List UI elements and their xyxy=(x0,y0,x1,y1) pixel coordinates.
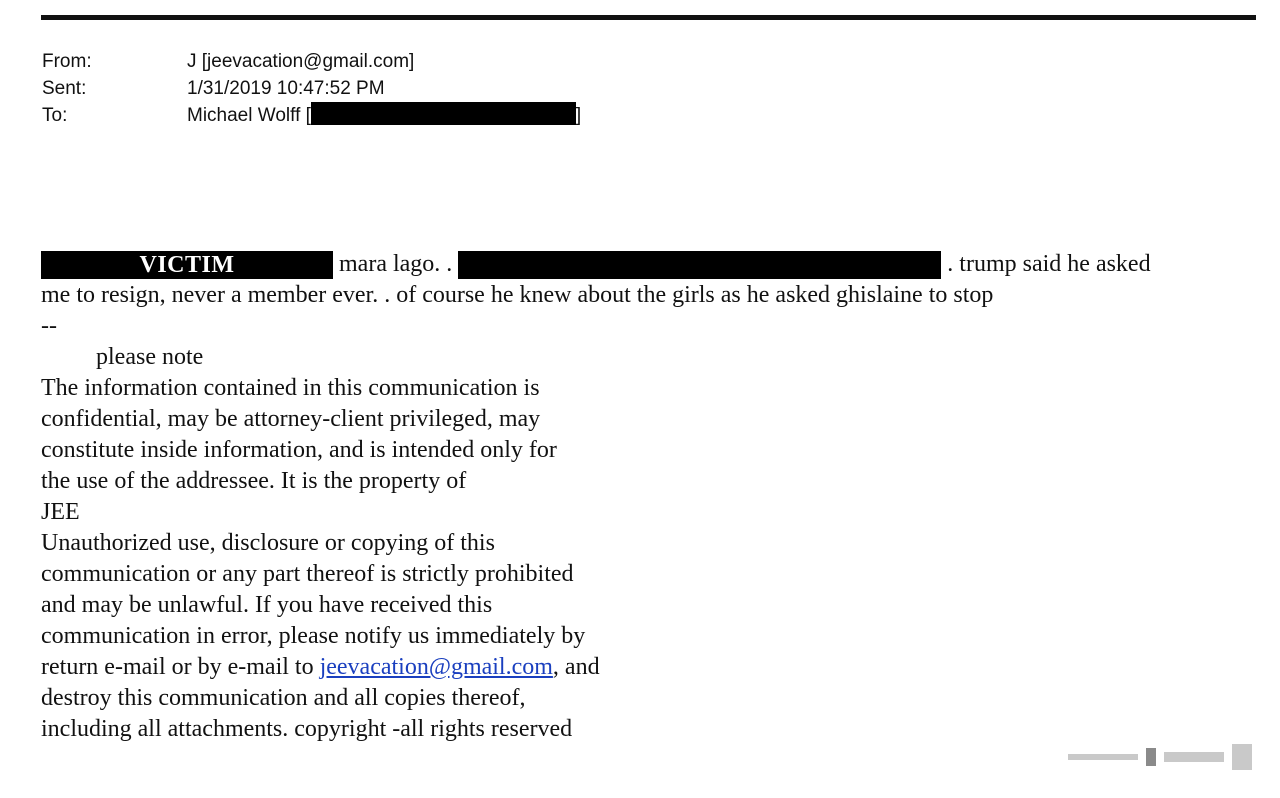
to-name: Michael Wolff [ xyxy=(187,105,311,126)
disclaimer-line-2: confidential, may be attorney-client privileged, may xyxy=(41,406,541,432)
body-line-2: me to resign, never a member ever. . of course he knew about the girls as he asked ghislaine to stop xyxy=(41,282,994,308)
disclaimer-line-12: including all attachments. copyright -all rights reserved xyxy=(41,716,573,742)
redaction-block xyxy=(458,251,941,279)
disclaimer-line-3: constitute inside information, and is intended only for xyxy=(41,437,557,463)
disclaimer-line-10-text-a: return e-mail or by e-mail to xyxy=(41,654,320,680)
to-close-bracket: ] xyxy=(575,105,582,126)
body-line-1-text-a: mara lago. . xyxy=(333,251,453,277)
disclaimer-line-8: and may be unlawful. If you have received this xyxy=(41,592,493,618)
to-label: To: xyxy=(42,105,68,126)
body-line-1 xyxy=(41,249,1151,280)
victim-redaction: VICTIM xyxy=(41,251,333,279)
disclaimer-line-10-text-b: , and xyxy=(552,654,600,680)
disclaimer-line-4: the use of the addressee. It is the property of xyxy=(41,468,467,494)
disclaimer-line-9: communication in error, please notify us immediately by xyxy=(41,623,586,649)
sent-label: Sent: xyxy=(42,78,87,99)
to-value xyxy=(187,102,581,129)
from-value: J [jeevacation@gmail.com] xyxy=(187,51,415,72)
top-rule xyxy=(41,15,1256,20)
sent-value: 1/31/2019 10:47:52 PM xyxy=(187,78,385,99)
email-body xyxy=(41,249,1151,745)
email-link[interactable]: jeevacation@gmail.com xyxy=(319,654,553,680)
signature-separator: -- xyxy=(41,313,57,339)
body-line-1-text-b: . trump said he asked xyxy=(947,251,1151,277)
disclaimer-line-7: communication or any part thereof is strictly prohibited xyxy=(41,561,574,587)
to-email-redaction xyxy=(311,102,576,125)
disclaimer-line-11: destroy this communication and all copies thereof, xyxy=(41,685,526,711)
disclaimer-line-6: Unauthorized use, disclosure or copying of this xyxy=(41,530,495,556)
disclaimer-line-1: The information contained in this communication is xyxy=(41,375,540,401)
scan-artifact xyxy=(1068,742,1258,772)
from-label: From: xyxy=(42,51,92,72)
disclaimer-line-5: JEE xyxy=(41,499,80,525)
disclaimer-line-10 xyxy=(41,652,1151,683)
please-note: please note xyxy=(96,344,204,370)
